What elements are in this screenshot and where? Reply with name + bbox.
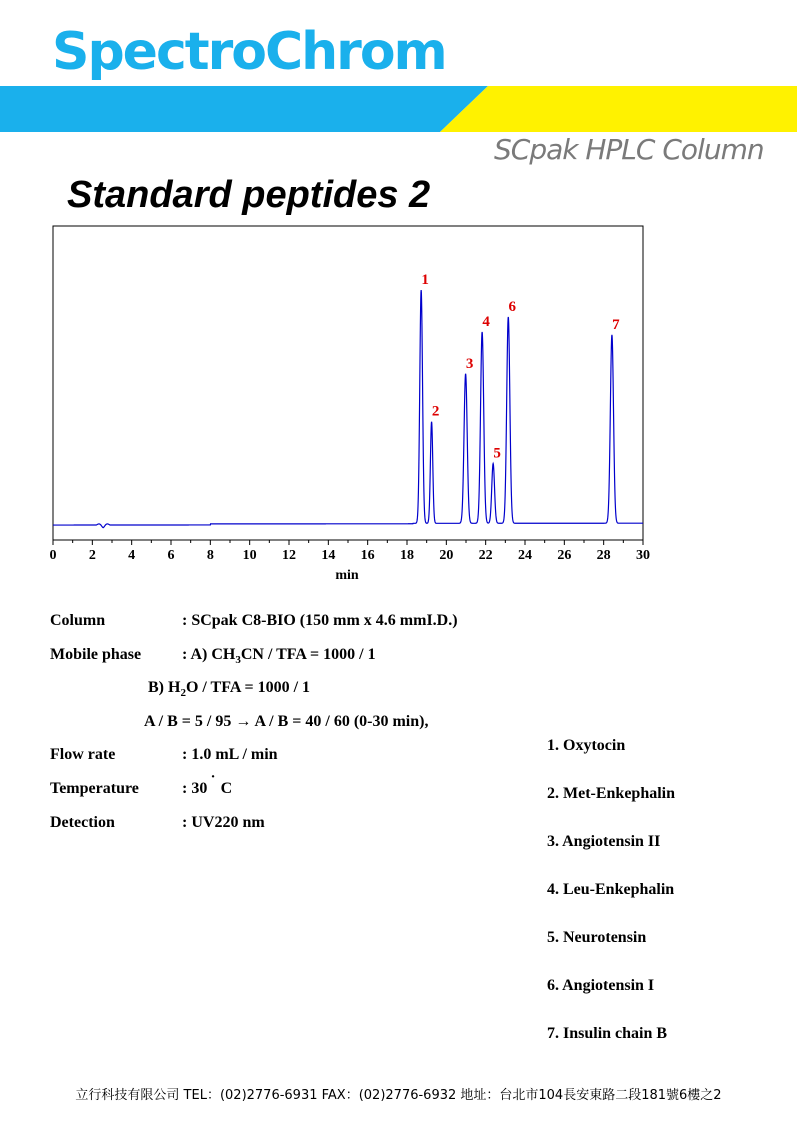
mobile-phase-label: Mobile phase xyxy=(50,646,142,663)
page-title: Standard peptides 2 xyxy=(67,174,431,216)
x-tick-label: 24 xyxy=(518,548,532,563)
peak-item: 1. Oxytocin xyxy=(547,737,626,754)
mobile-phase-b: B) $H_2O$ / TFA = 1000 / 1 xyxy=(148,679,311,700)
x-tick-label: 26 xyxy=(557,548,572,563)
peak-item: 2. Met-Enkephalin xyxy=(547,785,676,802)
x-tick-label: 10 xyxy=(242,548,257,563)
x-axis xyxy=(50,540,651,563)
x-tick-label: 16 xyxy=(360,548,375,563)
peak-item: 7. Insulin chain B xyxy=(547,1025,668,1042)
gradient-program: A / B = 5 / 95 → A / B = 40 / 60 (0-30 min), xyxy=(144,713,429,730)
peak-item: 3. Angiotensin II xyxy=(547,833,661,850)
column-label: Column xyxy=(50,612,106,629)
peak-label: 7 xyxy=(612,316,620,333)
peak-item: 5. Neurotensin xyxy=(547,929,647,946)
x-tick-label: 20 xyxy=(439,548,454,563)
peak-label: 5 xyxy=(493,445,501,462)
temperature-label: Temperature xyxy=(50,780,139,797)
x-tick-label: 4 xyxy=(128,548,136,563)
product-subtitle: SCpak HPLC Column xyxy=(494,133,764,166)
column-value: : SCpak C8-BIO (150 mm x 4.6 mmI.D.) xyxy=(182,612,458,629)
peak-label: 2 xyxy=(431,403,440,420)
peak-item: 4. Leu-Enkephalin xyxy=(547,881,675,898)
header-band-yellow xyxy=(440,86,797,132)
peak-label: 6 xyxy=(508,298,517,315)
x-axis-label: min xyxy=(335,568,359,583)
header-band xyxy=(0,86,797,132)
x-tick-label: 28 xyxy=(596,548,611,563)
plot-frame xyxy=(53,226,643,540)
peak-label: 3 xyxy=(465,355,474,372)
detection-value: : UV220 nm xyxy=(182,814,265,831)
chromatogram-trace xyxy=(53,290,643,528)
peak-label: 4 xyxy=(482,313,490,330)
chromatogram-chart xyxy=(0,215,797,590)
x-tick-label: 30 xyxy=(636,548,650,563)
peak-labels xyxy=(421,272,620,461)
x-tick-label: 14 xyxy=(321,548,336,563)
x-tick-label: 18 xyxy=(400,548,414,563)
flow-rate-label: Flow rate xyxy=(50,746,116,763)
temperature-value: : 30 ˙ C xyxy=(182,773,233,797)
header-band-blue xyxy=(0,86,488,132)
x-tick-label: 6 xyxy=(167,548,175,563)
brand-logo: SpectroChrom xyxy=(52,22,446,82)
company-footer: 立行科技有限公司 TEL：(02)2776-6931 FAX：(02)2776-6932 地址：台北市104長安東路二段181號6樓之2 xyxy=(75,1088,722,1103)
peak-item: 6. Angiotensin I xyxy=(547,977,655,994)
x-tick-label: 8 xyxy=(206,548,214,563)
peak-label: 1 xyxy=(421,272,429,289)
detection-label: Detection xyxy=(50,814,115,831)
mobile-phase-a: : A) $CH_3CN$ / TFA = 1000 / 1 xyxy=(182,646,376,667)
x-tick-label: 2 xyxy=(88,548,96,563)
x-tick-label: 22 xyxy=(478,548,493,563)
x-tick-label: 12 xyxy=(282,548,296,563)
flow-rate-value: : 1.0 mL / min xyxy=(182,746,278,763)
x-tick-label: 0 xyxy=(49,548,57,563)
